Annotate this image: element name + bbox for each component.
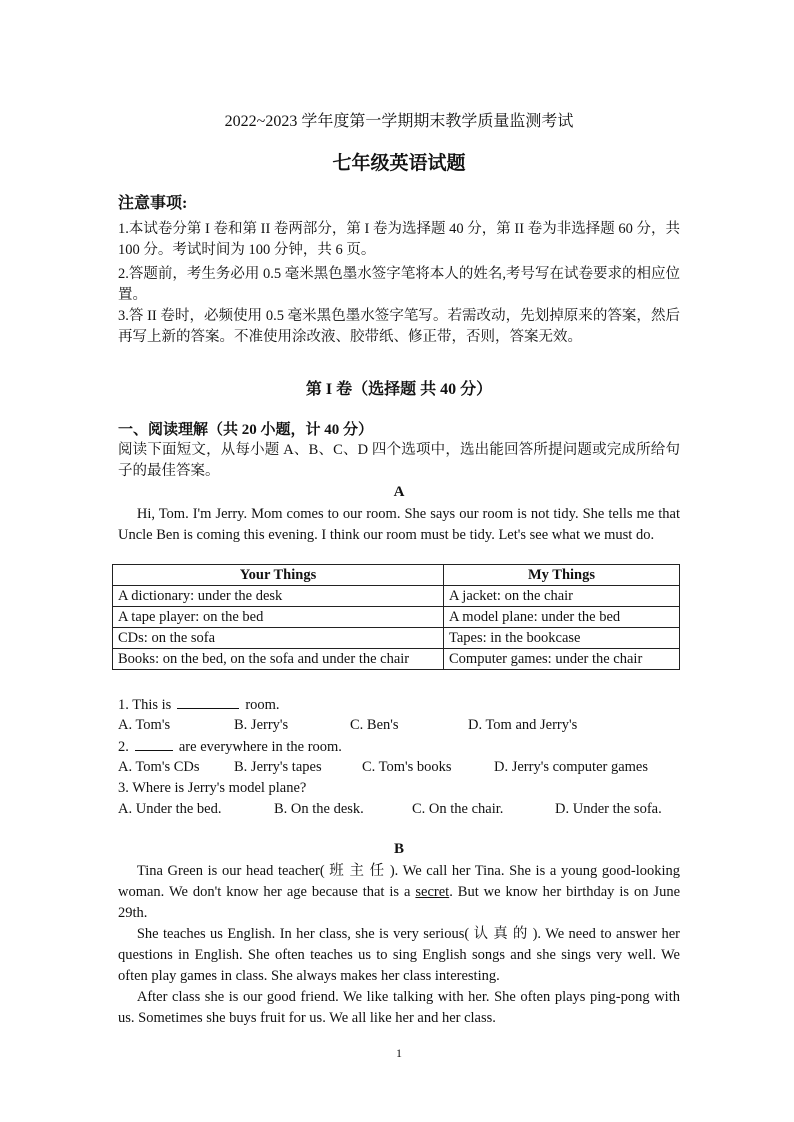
- question-1-option-a: A. Tom's: [118, 717, 171, 733]
- things-table: [112, 564, 680, 670]
- question-3-stem: [118, 778, 680, 799]
- question-2-stem-after: are everywhere in the room.: [178, 739, 342, 755]
- passage-b-p1-after: . But we know her birthday is on June 29th.: [118, 884, 680, 921]
- answer-blank: [135, 736, 173, 751]
- table-cell: A model plane: under the bed: [444, 607, 680, 628]
- table-row: [113, 628, 680, 649]
- question-2-option-c: C. Tom's books: [362, 759, 452, 775]
- table-header-cell: My Things: [444, 565, 680, 586]
- passage-b-paragraph-3: After class she is our good friend. We like talking with her. She often plays ping-pong with us. Sometimes she buys fruit for us. We all like her and her class.: [118, 989, 680, 1026]
- question-3-option-a: A. Under the bed.: [118, 801, 222, 817]
- table-cell: Computer games: under the chair: [444, 649, 680, 670]
- question-3-stem-before: 3. Where is Jerry's model plane?: [118, 780, 307, 796]
- underlined-word: secret: [415, 884, 450, 900]
- answer-blank: [177, 694, 239, 709]
- question-2-stem: [118, 736, 680, 758]
- notice-item-2: 2.答题前，考生务必用 0.5 毫米黑色墨水签字笔将本人的姓名,考号写在试卷要求的相应位置。: [118, 266, 680, 303]
- question-1-option-c: C. Ben's: [350, 717, 399, 733]
- question-3-option-c: C. On the chair.: [412, 801, 504, 817]
- passage-b-letter: B: [393, 841, 404, 857]
- table-row: [113, 607, 680, 628]
- table-cell: A dictionary: under the desk: [113, 586, 444, 607]
- question-1-option-b: B. Jerry's: [234, 717, 289, 733]
- question-2-option-b: B. Jerry's tapes: [234, 759, 322, 775]
- table-cell: CDs: on the sofa: [113, 628, 444, 649]
- passage-b-p1-before: Tina Green is our head teacher( 班 主 任 ). We call her Tina. She is a young good-looking woman. We don't know her age because that is a: [118, 863, 680, 900]
- notice-item-1: 1.本试卷分第 I 卷和第 II 卷两部分，第 I 卷为选择题 40 分，第 II 卷为非选择题 60 分，共 100 分。考试时间为 100 分钟，共 6 页。: [118, 221, 680, 258]
- question-2-option-a: A. Tom's CDs: [118, 759, 200, 775]
- question-3-option-b: B. On the desk.: [274, 801, 364, 817]
- table-cell: A jacket: on the chair: [444, 586, 680, 607]
- subject-title: 七年级英语试题: [332, 153, 466, 174]
- question-1-stem-before: 1. This is: [118, 697, 172, 713]
- question-3-option-d: D. Under the sofa.: [555, 801, 662, 817]
- passage-a-letter: A: [393, 484, 405, 500]
- question-2-option-d: D. Jerry's computer games: [494, 759, 649, 775]
- section-title: 第 I 卷（选择题 共 40 分）: [305, 381, 493, 398]
- table-header-cell: Your Things: [113, 565, 444, 586]
- question-1-option-d: D. Tom and Jerry's: [468, 717, 578, 733]
- question-1-stem-after: room.: [245, 697, 280, 713]
- exam-title: 2022~2023 学年度第一学期期末教学质量监测考试: [224, 113, 574, 130]
- table-row: [113, 586, 680, 607]
- page-number: 1: [396, 1046, 402, 1060]
- part-heading: 一、阅读理解（共 20 小题，计 40 分）: [118, 422, 374, 438]
- passage-a-text: Hi, Tom. I'm Jerry. Mom comes to our room. She says our room is not tidy. She tells me that Uncle Ben is coming this evening. I think our room must be tidy. Let's see what we must do.: [118, 506, 680, 543]
- table-cell: A tape player: on the bed: [113, 607, 444, 628]
- table-cell: Tapes: in the bookcase: [444, 628, 680, 649]
- notice-item-3: 3.答 II 卷时，必频使用 0.5 毫米黑色墨水签字笔写。若需改动，先划掉原来的答案，然后再写上新的答案。不准使用涂改液、胶带纸、修正带，否则，答案无效。: [118, 308, 680, 345]
- notice-heading: 注意事项:: [118, 195, 188, 212]
- table-header-row: [113, 565, 680, 586]
- question-1-stem: [118, 694, 680, 716]
- reading-instructions: 阅读下面短文，从每小题 A、B、C、D 四个选项中，选出能回答所提问题或完成所给句子的最佳答案。: [118, 442, 680, 479]
- passage-b-paragraph-2: She teaches us English. In her class, she is very serious( 认 真 的 ). We need to answer her questions in English. She often teaches us to sing English songs and she sings very well. We often play games in class. She always makes her class interesting.: [118, 926, 680, 984]
- question-2-stem-before: 2.: [118, 739, 129, 755]
- table-cell: Books: on the bed, on the sofa and under the chair: [113, 649, 444, 670]
- passage-b-paragraph-1: [118, 861, 680, 924]
- table-row: [113, 649, 680, 670]
